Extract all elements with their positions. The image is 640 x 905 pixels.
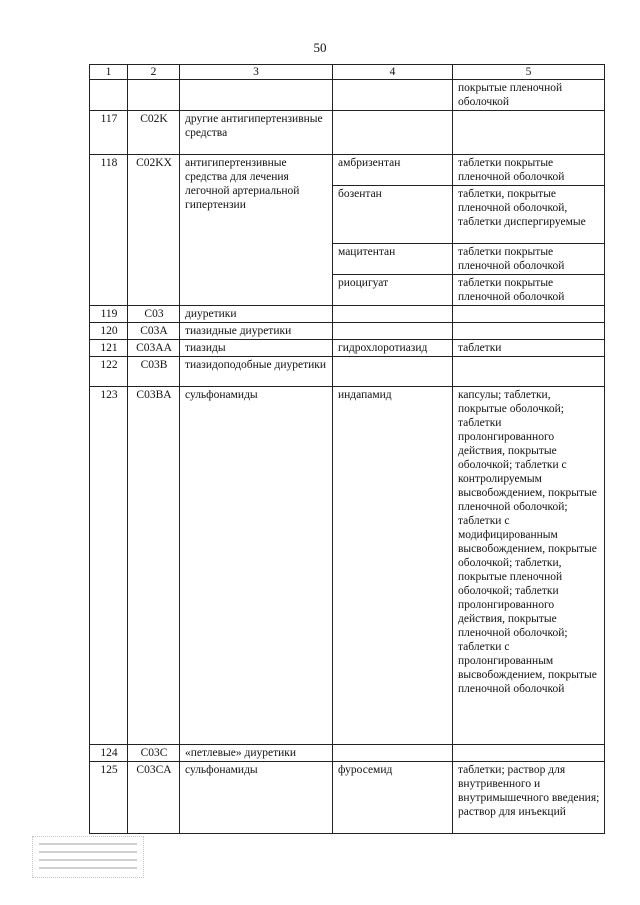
atc-code: C03B <box>128 357 180 387</box>
atc-code <box>128 80 180 111</box>
table-row <box>90 745 605 762</box>
drug-name <box>333 111 453 155</box>
group-name: сульфонамиды <box>180 387 333 745</box>
group-name: сульфонамиды <box>180 762 333 834</box>
row-number: 119 <box>90 306 128 323</box>
col-header-2: 2 <box>128 65 180 80</box>
row-number: 120 <box>90 323 128 340</box>
drug-name: бозентан <box>333 186 453 244</box>
dosage-form <box>453 306 605 323</box>
atc-code: C03C <box>128 745 180 762</box>
table-row <box>90 357 605 387</box>
row-number: 122 <box>90 357 128 387</box>
dosage-form: таблетки, покрытые пленочной оболочкой, таблетки диспергируемые <box>453 186 605 244</box>
group-name: тиазидные диуретики <box>180 323 333 340</box>
table-row <box>90 306 605 323</box>
table-row <box>90 155 605 186</box>
drug-name: гидрохлоротиазид <box>333 340 453 357</box>
row-number: 118 <box>90 155 128 306</box>
atc-code: C03CA <box>128 762 180 834</box>
drug-name <box>333 745 453 762</box>
col-header-5: 5 <box>453 65 605 80</box>
dosage-form <box>453 745 605 762</box>
group-name: антигипертензивные средства для лечения легочной артериальной гипертензии <box>180 155 333 306</box>
drug-name: амбризентан <box>333 155 453 186</box>
table-row <box>90 111 605 155</box>
row-number: 121 <box>90 340 128 357</box>
dosage-form: таблетки покрытые пленочной оболочкой <box>453 275 605 306</box>
table-row <box>90 387 605 745</box>
drug-name: мацитентан <box>333 244 453 275</box>
row-number: 125 <box>90 762 128 834</box>
atc-code: C03AA <box>128 340 180 357</box>
dosage-form: капсулы; таблетки, покрытые оболочкой; таблетки пролонгированного действия, покрытые оболочкой; таблетки с контролируемым высвобождением, покрытые пленочной оболочкой; таблетки с модифицированным высвобождением, покрытые оболочкой; таблетки, покрытые пленочной оболочкой; таблетки пролонгированного действия, покрытые пленочной оболочкой; таблетки с пролонгированным высвобождением, покрытые пленочной оболочкой <box>453 387 605 745</box>
dosage-form <box>453 357 605 387</box>
col-header-1: 1 <box>90 65 128 80</box>
group-name: тиазидоподобные диуретики <box>180 357 333 387</box>
atc-code: C02K <box>128 111 180 155</box>
col-header-3: 3 <box>180 65 333 80</box>
dosage-form: таблетки покрытые пленочной оболочкой <box>453 155 605 186</box>
table-row <box>90 323 605 340</box>
table-row <box>90 762 605 834</box>
header-row <box>90 65 605 80</box>
table-row <box>90 340 605 357</box>
atc-code: C03BA <box>128 387 180 745</box>
drug-name <box>333 306 453 323</box>
group-name: диуретики <box>180 306 333 323</box>
table-row <box>90 80 605 111</box>
group-name: «петлевые» диуретики <box>180 745 333 762</box>
page-number: 50 <box>313 40 327 55</box>
drug-name <box>333 80 453 111</box>
atc-code: C03A <box>128 323 180 340</box>
group-name <box>180 80 333 111</box>
drug-table <box>89 64 605 834</box>
dosage-form: таблетки покрытые пленочной оболочкой <box>453 244 605 275</box>
dosage-form <box>453 323 605 340</box>
row-number: 124 <box>90 745 128 762</box>
atc-code: C03 <box>128 306 180 323</box>
drug-name: фуросемид <box>333 762 453 834</box>
group-name: другие антигипертензивные средства <box>180 111 333 155</box>
drug-name: риоцигуат <box>333 275 453 306</box>
drug-name <box>333 357 453 387</box>
row-number: 123 <box>90 387 128 745</box>
row-number: 117 <box>90 111 128 155</box>
dosage-form: таблетки; раствор для внутривенного и внутримышечного введения; раствор для инъекций <box>453 762 605 834</box>
col-header-4: 4 <box>333 65 453 80</box>
drug-name <box>333 323 453 340</box>
drug-name: индапамид <box>333 387 453 745</box>
dosage-form <box>453 111 605 155</box>
row-number <box>90 80 128 111</box>
group-name: тиазиды <box>180 340 333 357</box>
atc-code: C02KX <box>128 155 180 306</box>
dosage-form: покрытые пленочной оболочкой <box>453 80 605 111</box>
faded-stamp <box>32 836 144 878</box>
dosage-form: таблетки <box>453 340 605 357</box>
